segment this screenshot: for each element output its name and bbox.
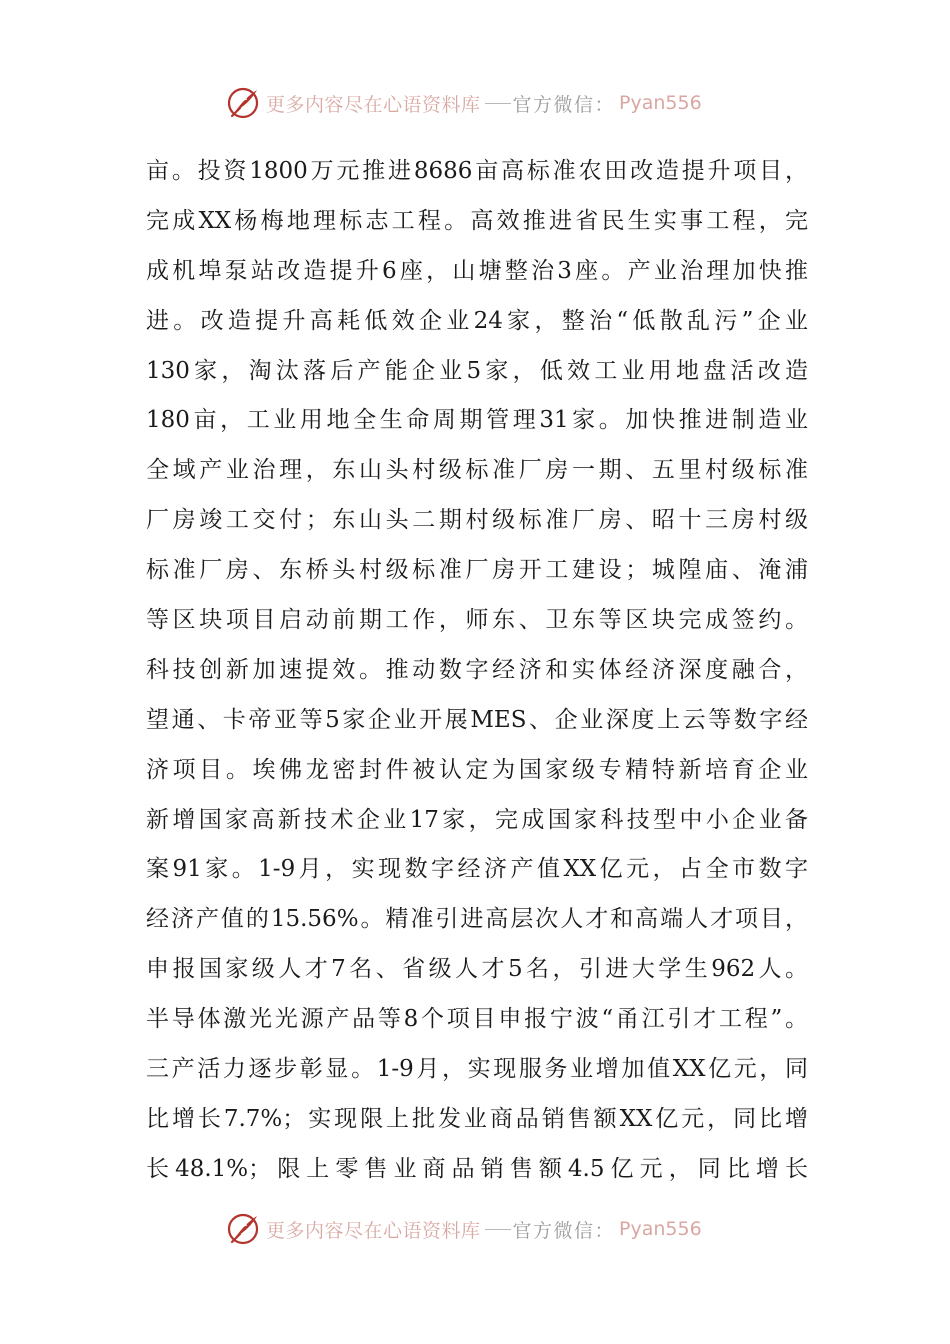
watermark-footer	[226, 1209, 702, 1249]
text-line: 180亩，工业用地全生命周期管理31家。加快推进制造业	[146, 407, 808, 434]
text-line: 望通、卡帝亚等5家企业开展MES、企业深度上云等数字经	[146, 706, 808, 733]
text-line: 三产活力逐步彰显。1-9月，实现服务业增加值XX亿元，同	[146, 1056, 808, 1083]
text-line: 新增国家高新技术企业17家，完成国家科技型中小企业备	[146, 806, 808, 833]
text-line: 长48.1%；限上零售业商品销售额4.5亿元，同比增长	[146, 1155, 808, 1182]
text-line: 等区块项目启动前期工作，师东、卫东等区块完成签约。	[146, 607, 808, 634]
quill-logo-icon	[226, 1211, 262, 1247]
watermark-text: 更多内容尽在心语资料库	[266, 1219, 481, 1242]
watermark-official-label: 官方微信：	[512, 1219, 616, 1242]
text-line: 科技创新加速提效。推动数字经济和实体经济深度融合，	[146, 656, 808, 683]
text-line: 厂房竣工交付；东山头二期村级标准厂房、昭十三房村级	[146, 507, 808, 534]
text-line: 130家，淘汰落后产能企业5家，低效工业用地盘活改造	[146, 357, 808, 384]
watermark-dash	[485, 1229, 511, 1230]
text-line: 济项目。埃佛龙密封件被认定为国家级专精特新培育企业	[146, 756, 808, 783]
text-line: 亩。投资1800万元推进8686亩高标准农田改造提升项目，	[146, 158, 808, 184]
text-line: 全域产业治理，东山头村级标准厂房一期、五里村级标准	[146, 457, 808, 484]
text-line: 成机埠泵站改造提升6座，山塘整治3座。产业治理加快推	[146, 257, 808, 284]
watermark-header	[226, 83, 702, 123]
document-body	[146, 147, 808, 1195]
text-line: 进。改造提升高耗低效企业24家，整治“低散乱污”企业	[146, 307, 808, 334]
quill-logo-icon	[226, 85, 262, 121]
watermark-wechat-id: Pyan556	[619, 1218, 702, 1240]
watermark-text: 更多内容尽在心语资料库	[266, 93, 481, 116]
text-line: 半导体激光光源产品等8个项目申报宁波“甬江引才工程”。	[146, 1006, 808, 1033]
text-line: 申报国家级人才7名、省级人才5名，引进大学生962人。	[146, 956, 808, 983]
text-line: 经济产值的15.56%。精准引进高层次人才和高端人才项目，	[146, 906, 808, 933]
text-line: 案91家。1-9月，实现数字经济产值XX亿元，占全市数字	[146, 856, 808, 883]
text-line: 完成XX杨梅地理标志工程。高效推进省民生实事工程，完	[146, 207, 808, 234]
watermark-dash	[485, 103, 511, 104]
watermark-official-label: 官方微信：	[512, 93, 616, 116]
watermark-wechat-id: Pyan556	[619, 92, 702, 114]
text-line: 比增长7.7%；实现限上批发业商品销售额XX亿元，同比增	[146, 1105, 808, 1132]
text-line: 标准厂房、东桥头村级标准厂房开工建设；城隍庙、淹浦	[146, 557, 808, 584]
